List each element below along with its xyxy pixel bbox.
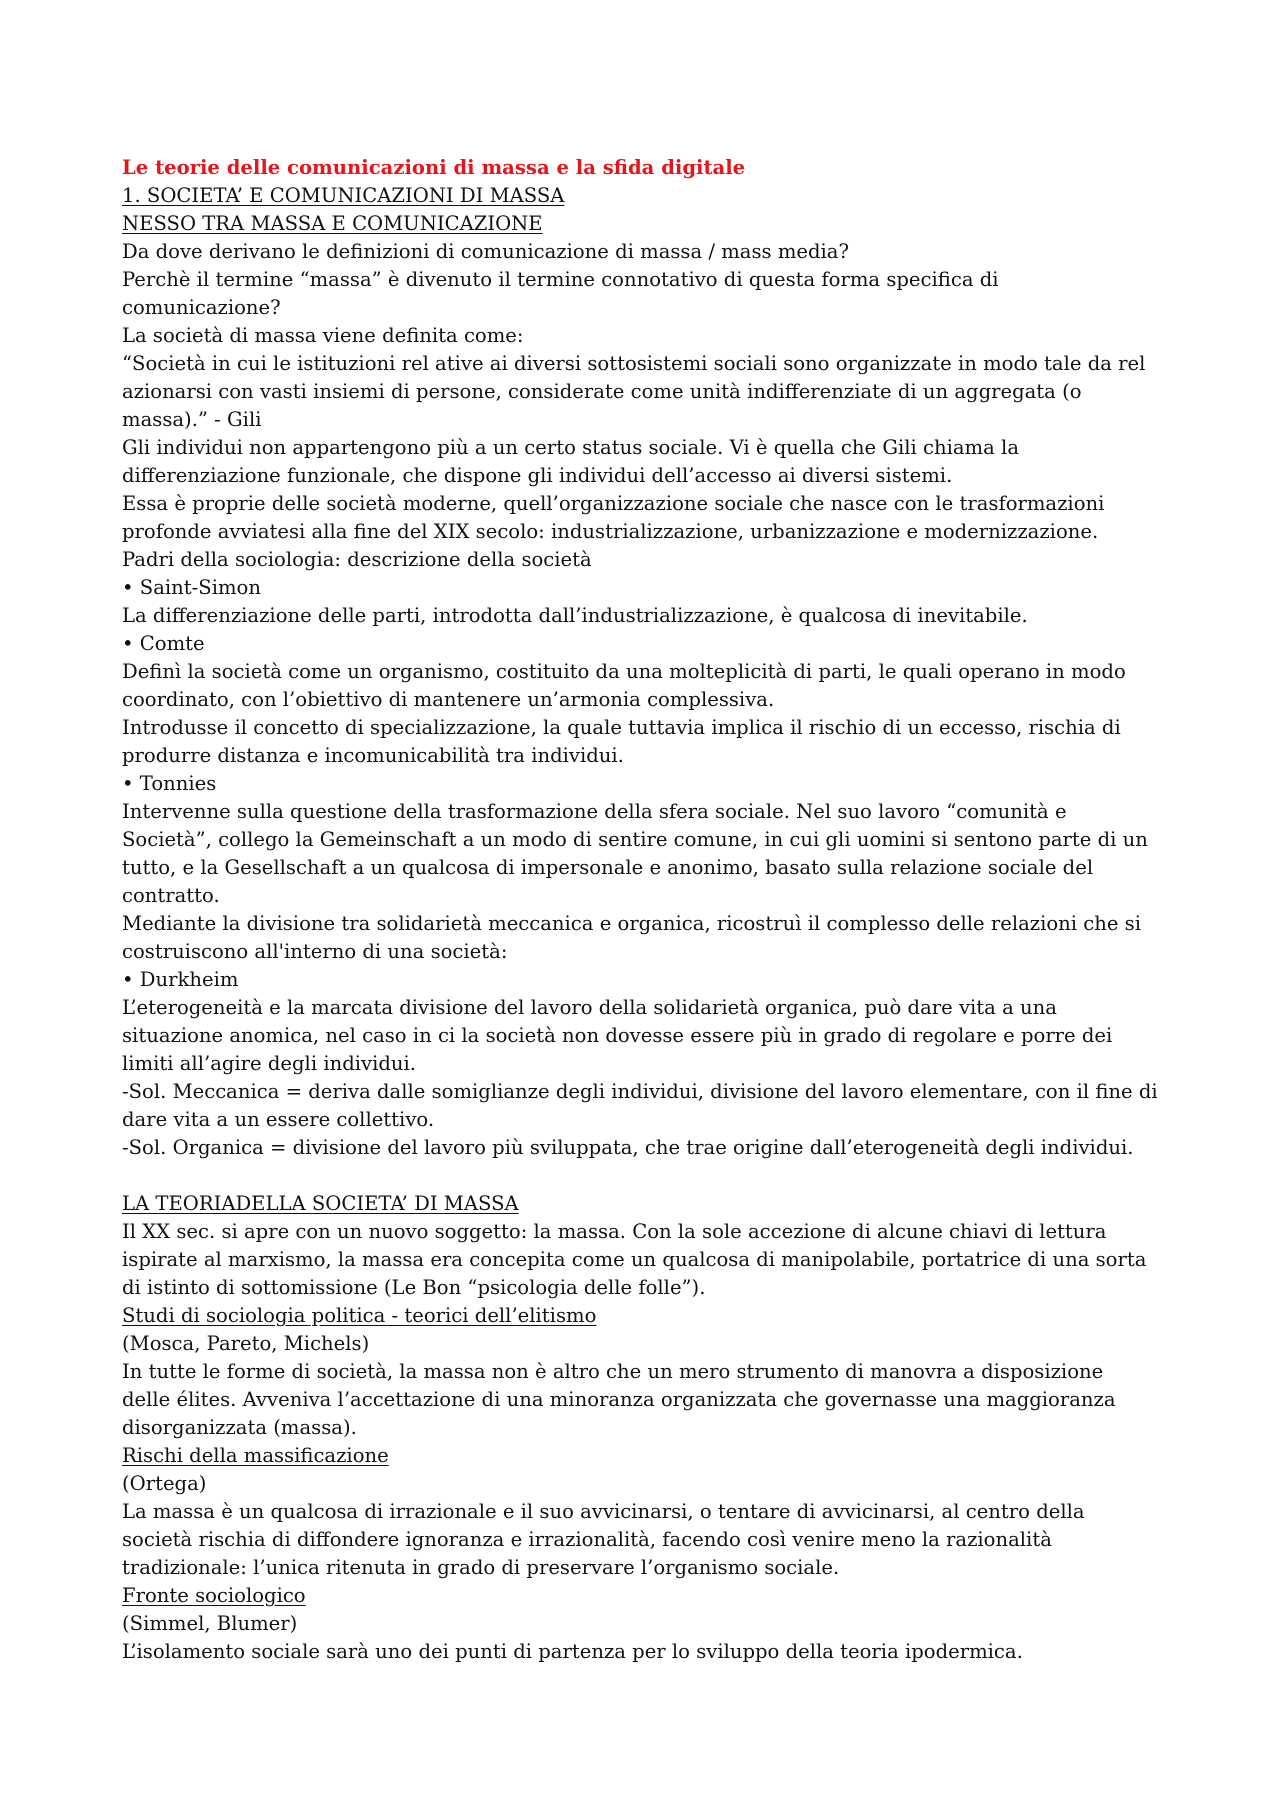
- text-line: -Sol. Meccanica = deriva dalle somiglianze degli individui, divisione del lavoro elementare, con il fine di: [122, 1080, 1158, 1103]
- text-line: (Mosca, Pareto, Michels): [122, 1332, 370, 1355]
- text-line: “Società in cui le istituzioni rel ative ai diversi sottosistemi sociali sono organizzate in modo tale da rel: [122, 352, 1146, 375]
- text-line: Da dove derivano le definizioni di comunicazione di massa / mass media?: [122, 240, 849, 263]
- bullet-item: • Tonnies: [122, 772, 217, 795]
- text-line: tutto, e la Gesellschaft a un qualcosa di impersonale e anonimo, basato sulla relazione sociale del: [122, 856, 1094, 879]
- paragraph-gap: [122, 1162, 1182, 1190]
- subsection-heading: Fronte sociologico: [122, 1584, 306, 1607]
- section-1-heading: 1. SOCIETA’ E COMUNICAZIONI DI MASSA: [122, 184, 565, 207]
- text-line: società rischia di diffondere ignoranza e irrazionalità, facendo così venire meno la razionalità: [122, 1528, 1052, 1551]
- document-title: Le teorie delle comunicazioni di massa e la sfida digitale: [122, 156, 746, 179]
- text-line: Il XX sec. si apre con un nuovo soggetto: la massa. Con la sole accezione di alcune chiavi di lettura: [122, 1220, 1107, 1243]
- text-line: Società”, collego la Gemeinschaft a un modo di sentire comune, in cui gli uomini si sentono parte di un: [122, 828, 1148, 851]
- text-line: (Ortega): [122, 1472, 207, 1495]
- text-line: In tutte le forme di società, la massa non è altro che un mero strumento di manovra a disposizione: [122, 1360, 1104, 1383]
- text-line: differenziazione funzionale, che dispone gli individui dell’accesso ai diversi sistemi.: [122, 464, 953, 487]
- document-page: [122, 154, 1182, 1666]
- text-line: situazione anomica, nel caso in ci la società non dovesse essere più in grado di regolare e porre dei: [122, 1024, 1113, 1047]
- section-2-intro: [122, 1218, 1182, 1302]
- sociological-front-block: [122, 1582, 1182, 1666]
- bullet-item: • Durkheim: [122, 968, 239, 991]
- text-line: comunicazione?: [122, 296, 281, 319]
- text-line: di istinto di sottomissione (Le Bon “psicologia delle folle”).: [122, 1276, 706, 1299]
- text-line: Introdusse il concetto di specializzazione, la quale tuttavia implica il rischio di un eccesso, rischia di: [122, 716, 1121, 739]
- text-line: La differenziazione delle parti, introdotta dall’industrializzazione, è qualcosa di inevitabile.: [122, 604, 1028, 627]
- bullet-item: • Comte: [122, 632, 205, 655]
- text-line: massa).” - Gili: [122, 408, 262, 431]
- text-line: La massa è un qualcosa di irrazionale e il suo avvicinarsi, o tentare di avvicinarsi, al centro della: [122, 1500, 1085, 1523]
- text-line: produrre distanza e incomunicabilità tra individui.: [122, 744, 624, 767]
- section-1-subheading: NESSO TRA MASSA E COMUNICAZIONE: [122, 212, 543, 235]
- text-line: La società di massa viene definita come:: [122, 324, 524, 347]
- text-line: Definì la società come un organismo, costituito da una molteplicità di parti, le quali operano in modo: [122, 660, 1126, 683]
- text-line: Essa è proprie delle società moderne, quell’organizzazione sociale che nasce con le trasformazioni: [122, 492, 1105, 515]
- text-line: Padri della sociologia: descrizione della società: [122, 548, 592, 571]
- text-line: -Sol. Organica = divisione del lavoro più sviluppata, che trae origine dall’eterogeneità degli individui.: [122, 1136, 1134, 1159]
- text-line: azionarsi con vasti insiemi di persone, considerate come unità indifferenziate di un aggregata (o: [122, 380, 1082, 403]
- text-line: L’eterogeneità e la marcata divisione del lavoro della solidarietà organica, può dare vita a una: [122, 996, 1057, 1019]
- text-line: Intervenne sulla questione della trasformazione della sfera sociale. Nel suo lavoro “comunità e: [122, 800, 1067, 823]
- text-line: profonde avviatesi alla fine del XIX secolo: industrializzazione, urbanizzazione e modernizzazione.: [122, 520, 1099, 543]
- text-line: Gli individui non appartengono più a un certo status sociale. Vi è quella che Gili chiama la: [122, 436, 1019, 459]
- subsection-heading: Studi di sociologia politica - teorici dell’elitismo: [122, 1304, 597, 1327]
- text-line: ispirate al marxismo, la massa era concepita come un qualcosa di manipolabile, portatrice di una sorta: [122, 1248, 1147, 1271]
- text-line: delle élites. Avveniva l’accettazione di una minoranza organizzata che governasse una maggioranza: [122, 1388, 1116, 1411]
- text-line: coordinato, con l’obiettivo di mantenere un’armonia complessiva.: [122, 688, 775, 711]
- text-line: limiti all’agire degli individui.: [122, 1052, 417, 1075]
- text-line: L’isolamento sociale sarà uno dei punti di partenza per lo sviluppo della teoria ipodermica.: [122, 1640, 1023, 1663]
- text-line: (Simmel, Blumer): [122, 1612, 298, 1635]
- text-line: disorganizzata (massa).: [122, 1416, 357, 1439]
- section-2-heading: LA TEORIADELLA SOCIETA’ DI MASSA: [122, 1192, 519, 1215]
- text-line: Mediante la divisione tra solidarietà meccanica e organica, ricostruì il complesso delle relazioni che si: [122, 912, 1142, 935]
- section-1-body: [122, 238, 1182, 1162]
- text-line: dare vita a un essere collettivo.: [122, 1108, 435, 1131]
- bullet-item: • Saint-Simon: [122, 576, 261, 599]
- text-line: Perchè il termine “massa” è divenuto il termine connotativo di questa forma specifica di: [122, 268, 999, 291]
- text-line: contratto.: [122, 884, 220, 907]
- text-line: tradizionale: l’unica ritenuta in grado di preservare l’organismo sociale.: [122, 1556, 840, 1579]
- subsection-heading: Rischi della massificazione: [122, 1444, 389, 1467]
- massification-block: [122, 1442, 1182, 1582]
- text-line: costruiscono all'interno di una società:: [122, 940, 508, 963]
- elitism-block: [122, 1302, 1182, 1442]
